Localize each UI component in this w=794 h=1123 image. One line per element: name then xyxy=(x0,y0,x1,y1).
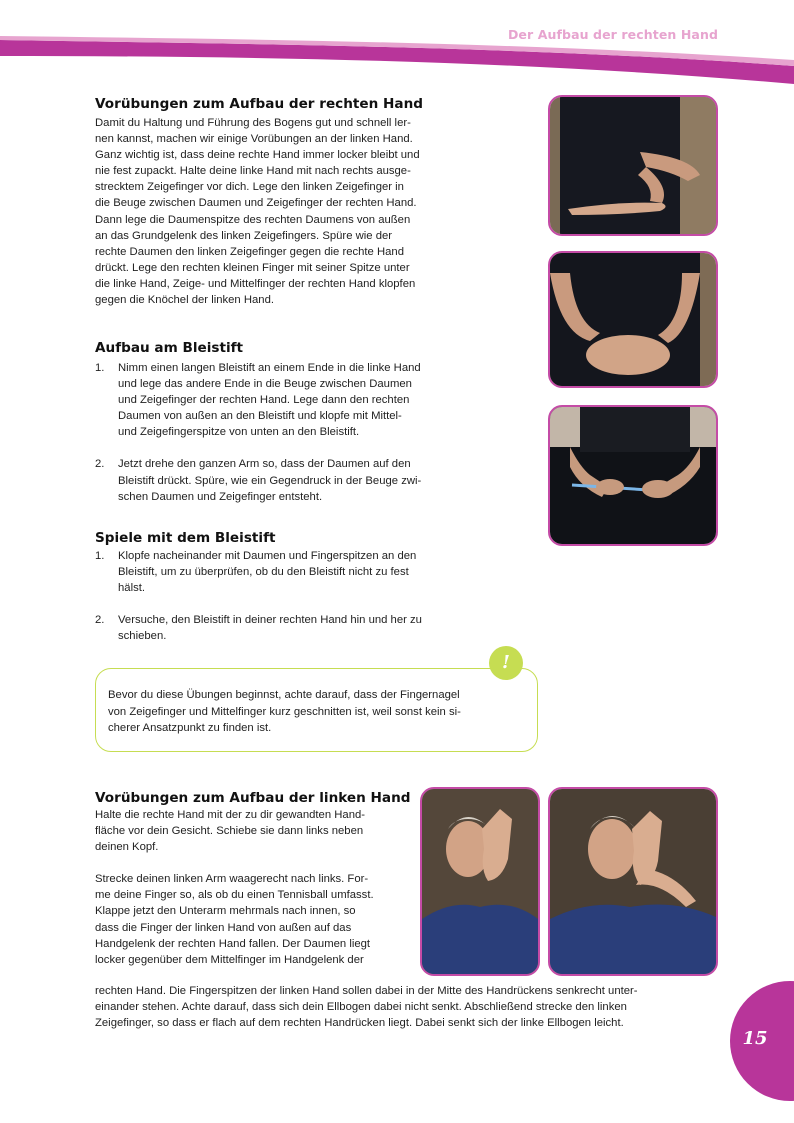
list-item xyxy=(95,612,465,644)
text-line: deinen Kopf. xyxy=(95,841,159,854)
text-line: locker gegenüber dem Mittelfinger im Handgelenk der xyxy=(95,953,364,966)
text-line: Halte die rechte Hand mit der zu dir gewandten Hand- xyxy=(95,809,366,821)
text-line: gegen die Knöchel der linken Hand. xyxy=(95,294,274,307)
photo-left-hand-2 xyxy=(548,787,718,976)
photo-hand-posture-2 xyxy=(548,251,718,388)
section-left-hand-prep-continued xyxy=(95,983,719,1031)
page-number: 15 xyxy=(742,1028,768,1049)
section-left-hand-prep xyxy=(95,790,415,968)
list-item xyxy=(95,360,465,440)
text-line: Bleistift, um zu überprüfen, ob du den Bleistift nicht zu fest xyxy=(118,566,409,579)
text-line: fläche vor dein Gesicht. Schiebe sie dann links neben xyxy=(95,825,364,838)
text-line: me deine Finger so, als ob du einen Tennisball umfasst. xyxy=(95,889,374,902)
list-number: 2. xyxy=(95,614,105,627)
text-line: Dann lege die Daumenspitze des rechten Daumens von außen xyxy=(95,213,411,226)
list-number: 2. xyxy=(95,458,105,471)
section-heading: Vorübungen zum Aufbau der rechten Hand xyxy=(95,96,423,112)
list-number: 1. xyxy=(95,362,105,374)
text-line: die linke Hand, Zeige- und Mittelfinger der rechten Hand klopfen xyxy=(95,277,416,290)
section-heading: Vorübungen zum Aufbau der linken Hand xyxy=(95,790,411,806)
section-pencil-setup xyxy=(95,340,465,505)
section-heading: Aufbau am Bleistift xyxy=(95,340,244,356)
text-line: drückt. Lege den rechten kleinen Finger mit seiner Spitze unter xyxy=(95,261,410,274)
text-line: und Zeigefinger der rechten Hand. Lege dann den rechten xyxy=(118,394,410,407)
photo-left-hand-1 xyxy=(420,787,540,976)
text-line: Strecke deinen linken Arm waagerecht nach links. For- xyxy=(95,873,369,886)
text-line: Damit du Haltung und Führung des Bogens gut und schnell ler- xyxy=(95,117,411,129)
text-line: nen kannst, machen wir einige Vorübungen an der linken Hand. xyxy=(95,133,413,146)
text-line: dass die Finger der linken Hand von außen auf das xyxy=(95,921,352,934)
note-line: cherer Ansatzpunkt zu finden ist. xyxy=(108,722,272,734)
text-line: nie fest zupackt. Halte deine linke Hand mit nach rechts ausge- xyxy=(95,165,411,178)
text-line: Klappe jetzt den Unterarm mehrmals nach innen, so xyxy=(95,905,356,918)
list-item xyxy=(95,456,465,504)
exclamation-icon: ! xyxy=(489,646,523,680)
text-line: an das Grundgelenk des linken Zeigefingers. Spüre wie der xyxy=(95,229,393,242)
running-header: Der Aufbau der rechten Hand xyxy=(507,27,718,42)
section-heading: Spiele mit dem Bleistift xyxy=(95,530,276,546)
text-line: Klopfe nacheinander mit Daumen und Fingerspitzen an den xyxy=(118,550,417,562)
text-line: strecktem Zeigefinger vor dich. Lege den linken Zeigefinger in xyxy=(95,181,404,194)
header-swoosh xyxy=(0,0,794,90)
page-number-tab xyxy=(690,980,794,1123)
text-line: Bleistift drückt. Spüre, wie ein Gegendruck in der Beuge zwi- xyxy=(118,474,422,487)
section-right-hand-prep xyxy=(95,96,465,308)
note-line: Bevor du diese Übungen beginnst, achte darauf, dass der Fingernagel xyxy=(108,689,460,701)
text-line: schieben. xyxy=(118,630,167,643)
list-item xyxy=(95,548,465,596)
text-line: Nimm einen langen Bleistift an einem Ende in die linke Hand xyxy=(118,362,421,374)
note-box xyxy=(95,668,538,752)
text-line xyxy=(95,855,415,871)
text-line: hälst. xyxy=(118,582,146,595)
list-number: 1. xyxy=(95,550,105,562)
text-line: und lege das andere Ende in die Beuge zwischen Daumen xyxy=(118,378,412,391)
text-line: Zeigefinger, so dass er flach auf dem rechten Handrücken liegt. Dabei senkt sich der linke Ellbogen leicht. xyxy=(95,1017,624,1030)
text-line: Handgelenk der rechten Hand fallen. Der Daumen liegt xyxy=(95,937,371,950)
section-pencil-games xyxy=(95,530,465,644)
text-line: Daumen von außen an den Bleistift und klopfe mit Mittel- xyxy=(118,410,402,423)
text-line: Ganz wichtig ist, dass deine rechte Hand immer locker bleibt und xyxy=(95,149,420,162)
text-line: Jetzt drehe den ganzen Arm so, dass der Daumen auf den xyxy=(118,458,411,471)
note-line: von Zeigefinger und Mittelfinger kurz geschnitten ist, weil sonst kein si- xyxy=(108,705,461,718)
text-line: Versuche, den Bleistift in deiner rechten Hand hin und her zu xyxy=(118,614,422,627)
text-line: rechten Hand. Die Fingerspitzen der linken Hand sollen dabei in der Mitte des Handrückens senkrecht unter- xyxy=(95,985,638,997)
text-line: und Zeigefingerspitze von unten an den Bleistift. xyxy=(118,426,360,439)
photo-hand-posture-1 xyxy=(548,95,718,236)
text-line: die Beuge zwischen Daumen und Zeigefinger der rechten Hand. xyxy=(95,197,417,210)
text-line: einander stehen. Achte darauf, dass sich dein Ellbogen dabei nicht senkt. Abschließend strecke den linken xyxy=(95,1001,627,1014)
photo-pencil-grip xyxy=(548,405,718,546)
text-line: schen Daumen und Zeigefinger entsteht. xyxy=(118,490,323,503)
text-line: rechte Daumen den linken Zeigefinger gegen die rechte Hand xyxy=(95,245,404,258)
